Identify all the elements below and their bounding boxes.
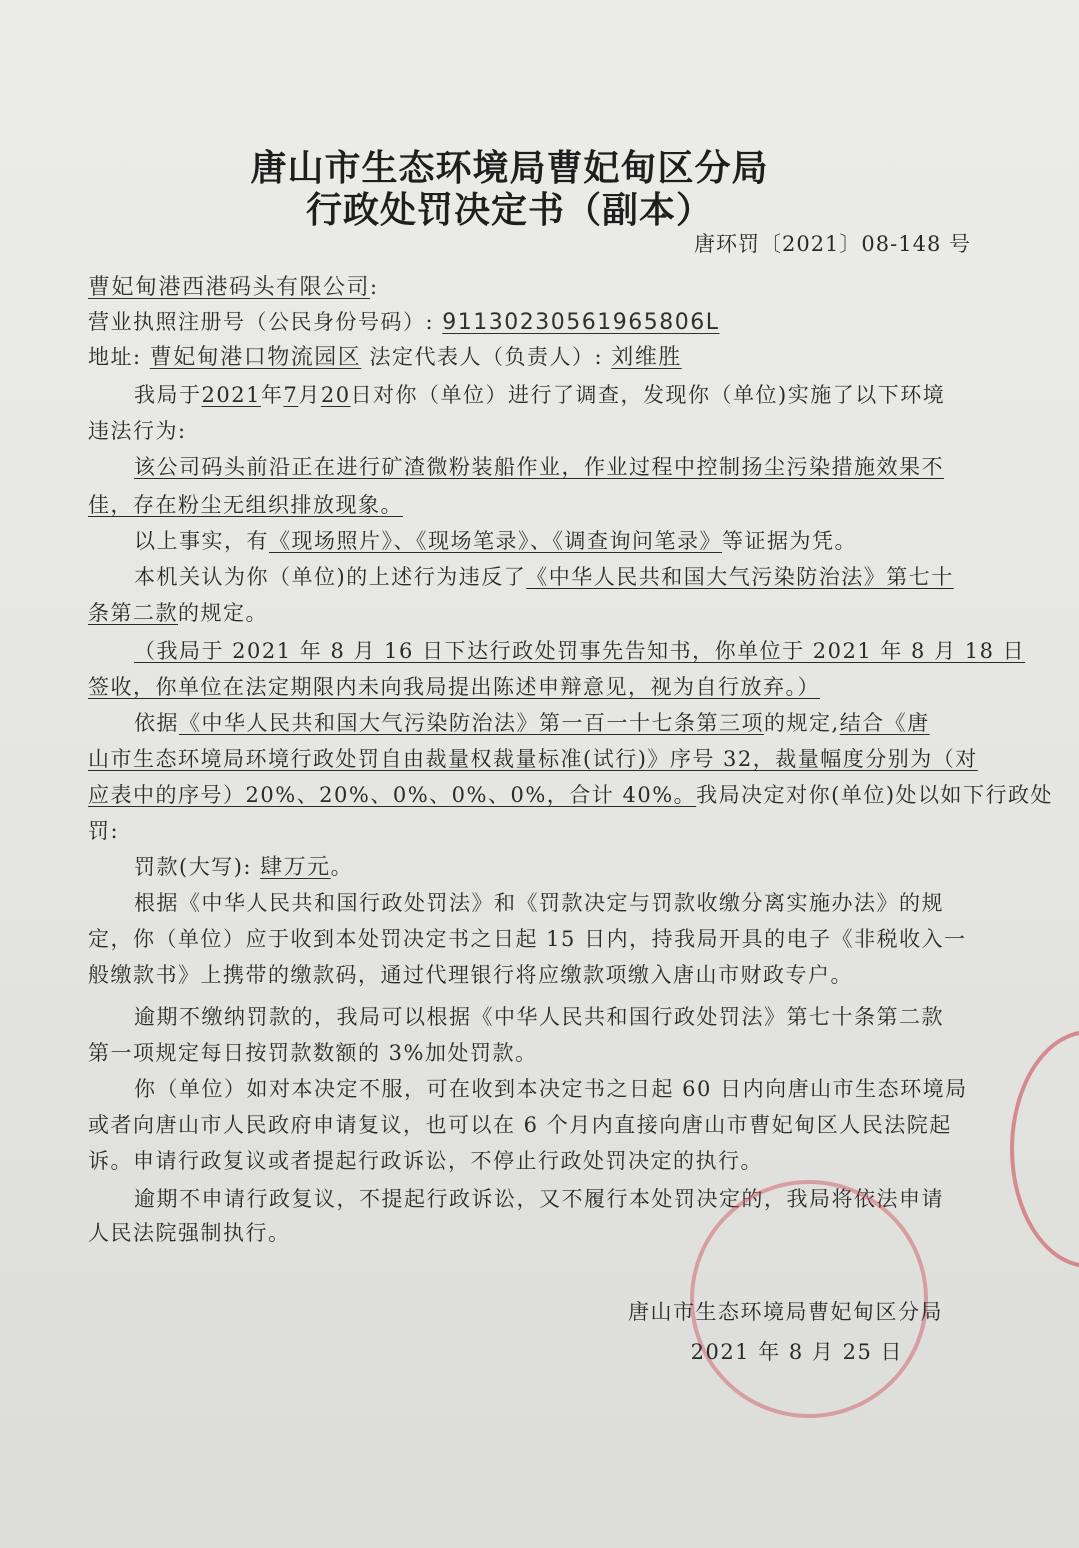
enforcement-line2: 人民法院强制执行。 <box>88 1221 291 1245</box>
text-segment: 的规定。 <box>178 601 268 625</box>
text-segment: 。 <box>330 855 354 879</box>
law-violation-line1 <box>134 562 984 592</box>
evidence-line <box>134 526 984 556</box>
paragraph-investigation-line2: 违法行为: <box>88 419 187 443</box>
payment-line3: 般缴款书》上携带的缴款码，通过代理银行将应缴款项缴入唐山市财政专户。 <box>88 963 853 987</box>
late-fee-line1: 逾期不缴纳罚款的，我局可以根据《中华人民共和国行政处罚法》第七十条第二款 <box>134 1005 944 1029</box>
text-segment: 年 <box>260 383 284 407</box>
notice-line1: （我局于 2021 年 8 月 16 日下达行政处罚事先告知书，你单位于 2021 年 8 月 18 日 <box>134 639 1026 663</box>
violated-clause: 条第二款 <box>88 601 178 625</box>
document-number: 唐环罚〔2021〕08-148 号 <box>693 232 971 256</box>
payment-line2: 定，你（单位）应于收到本处罚决定书之日起 15 日内，持我局开具的电子《非税收入一 <box>88 927 967 951</box>
basis-line1 <box>134 708 984 738</box>
law-violation-line2 <box>88 598 988 628</box>
text-segment: 日对你（单位）进行了调查，发现你（单位)实施了以下环境 <box>350 383 946 407</box>
discretion-percentages: 应表中的序号）20%、20%、0%、0%、0%，合计 40%。 <box>88 783 697 807</box>
registration-line <box>88 307 988 338</box>
violation-description-line2: 佳，存在粉尘无组织排放现象。 <box>88 493 403 517</box>
text-segment: 以上事实，有 <box>134 529 269 553</box>
text-segment: 本机关认为你（单位)的上述行为违反了 <box>134 565 527 589</box>
issue-date: 2021 年 8 月 25 日 <box>690 1340 903 1364</box>
registration-number: 91130230561965806L <box>442 310 720 335</box>
text-segment: 依据 <box>134 711 179 735</box>
evidence-list: 《现场照片》、《现场笔录》、《调查询问笔录》 <box>269 529 722 553</box>
late-fee-line2: 第一项规定每日按罚款数额的 3%加处罚款。 <box>88 1041 538 1065</box>
issuing-authority: 唐山市生态环境局曹妃甸区分局 <box>628 1300 943 1324</box>
fine-line <box>134 852 984 883</box>
paragraph-investigation-line1 <box>134 380 984 410</box>
document-title-line2: 行政处罚决定书（副本） <box>305 189 713 231</box>
address-line <box>88 342 988 373</box>
party-name: 曹妃甸港西港码头有限公司 <box>88 275 371 300</box>
basis-line2: 山市生态环境局环境行政处罚自由裁量权裁量标准(试行)》序号 32，裁量幅度分别为（对 <box>88 747 978 771</box>
address-value: 曹妃甸港口物流园区 <box>149 345 362 370</box>
party-name-suffix: : <box>370 275 379 299</box>
appeal-line3: 诉。申请行政复议或者提起行政诉讼，不停止行政处罚决定的执行。 <box>88 1149 763 1173</box>
basis-line4: 罚: <box>88 819 120 843</box>
appeal-line1: 你（单位）如对本决定不服，可在收到本决定书之日起 60 日内向唐山市生态环境局 <box>134 1077 968 1101</box>
fine-amount: 肆万元 <box>260 855 331 880</box>
legal-rep-value: 刘维胜 <box>611 345 682 370</box>
penalty-law: 《中华人民共和国大气污染防治法》第一百一十七条第三项 <box>179 711 764 735</box>
investigation-month: 7 <box>283 383 299 407</box>
fine-label: 罚款(大写): <box>134 855 252 879</box>
appeal-line2: 或者向唐山市人民政府申请复议，也可以在 6 个月内直接向唐山市曹妃甸区人民法院起 <box>88 1113 952 1137</box>
text-segment: 我局决定对你(单位)处以如下行政处 <box>696 783 1054 807</box>
discretion-standard: 结合《唐 <box>839 711 930 735</box>
partial-seal <box>1010 1030 1079 1268</box>
basis-line3 <box>88 780 1054 810</box>
investigation-day: 20 <box>320 383 351 407</box>
text-segment: 等证据为凭。 <box>722 529 857 553</box>
text-segment: 月 <box>298 383 321 407</box>
notice-line2: 签收，你单位在法定期限内未向我局提出陈述申辩意见，视为自行放弃。） <box>88 675 820 699</box>
payment-line1: 根据《中华人民共和国行政处罚法》和《罚款决定与罚款收缴分离实施办法》的规 <box>134 891 944 915</box>
violated-law: 《中华人民共和国大气污染防治法》第七十 <box>526 565 954 589</box>
party-name-line <box>88 272 988 303</box>
violation-description-line1: 该公司码头前沿正在进行矿渣微粉装船作业，作业过程中控制扬尘污染措施效果不 <box>134 455 944 479</box>
text-segment: 的规定, <box>764 711 840 735</box>
investigation-year: 2021 <box>201 383 261 407</box>
registration-label: 营业执照注册号（公民身份号码）: <box>88 310 435 334</box>
document-title-line1: 唐山市生态环境局曹妃甸区分局 <box>250 147 769 189</box>
address-label: 地址: <box>88 345 142 369</box>
legal-rep-label: 法定代表人（负责人）: <box>369 345 604 369</box>
enforcement-line1: 逾期不申请行政复议，不提起行政诉讼，又不履行本处罚决定的，我局将依法申请 <box>134 1187 944 1211</box>
text-segment: 我局于 <box>134 383 202 407</box>
